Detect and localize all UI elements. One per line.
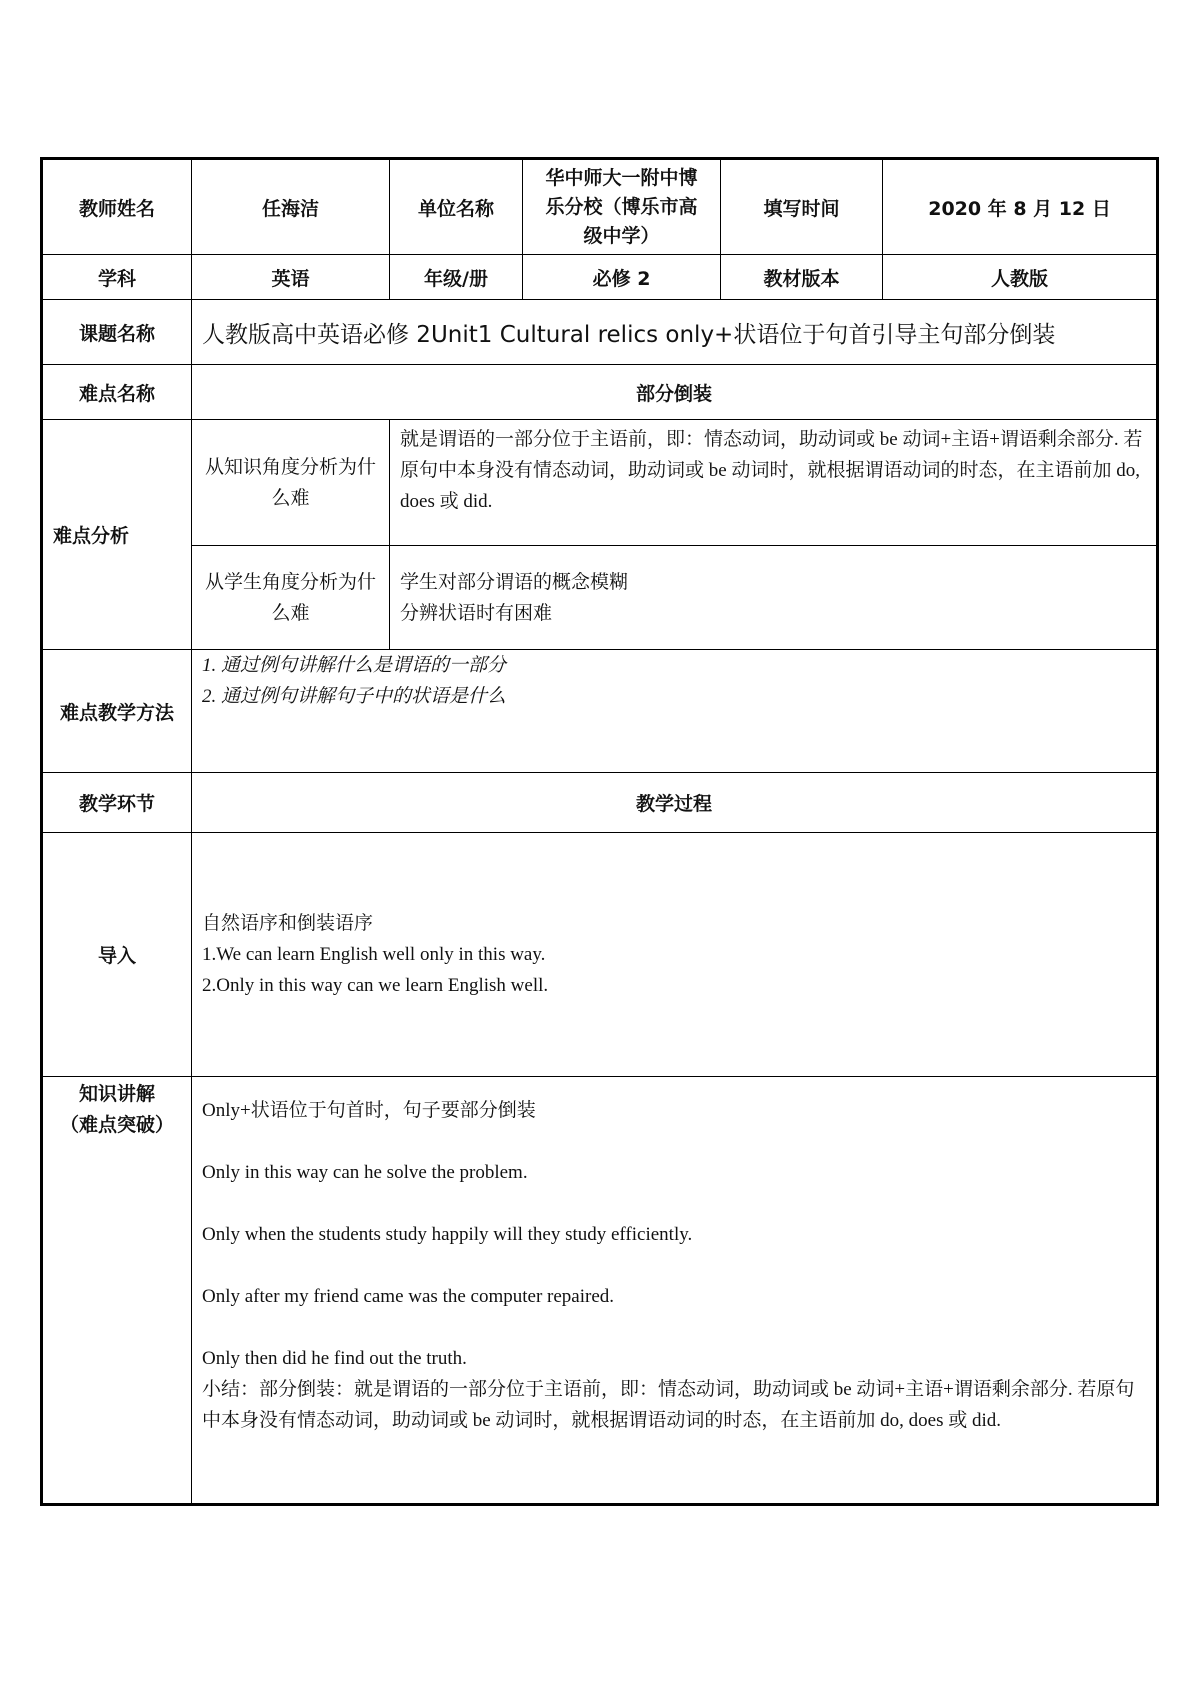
analysis-student-row [42,546,1158,650]
lesson-plan-table [40,157,1159,1506]
explain-rule: Only+状语位于句首时，句子要部分倒装 [202,1100,536,1121]
explain-label-line-2: （难点突破） [59,1114,174,1136]
intro-line-3: 2.Only in this way can we learn English well. [202,975,549,996]
explain-example-1: Only in this way can he solve the problem. [202,1162,528,1183]
analysis-knowledge-row [42,420,1158,546]
difficulty-label: 难点名称 [42,365,192,420]
intro-text [192,833,1158,1077]
student-angle-line-2: 分辨状语时有困难 [400,601,553,624]
student-angle-text [390,546,1158,650]
explain-label [42,1077,192,1505]
student-angle-label: 从学生角度分析为什么难 [192,546,390,650]
info-row-2 [42,255,1158,300]
student-angle-line-1: 学生对部分谓语的概念模糊 [400,570,629,593]
fill-time-label: 填写时间 [721,159,883,255]
method-line-2: 2. 通过例句讲解句子中的状语是什么 [202,686,507,707]
topic-row [42,300,1158,365]
intro-label: 导入 [42,833,192,1077]
intro-line-1: 自然语序和倒装语序 [202,913,374,934]
info-row-1 [42,159,1158,255]
method-label: 难点教学方法 [42,650,192,773]
explain-row [42,1077,1158,1505]
method-line-1: 1. 通过例句讲解什么是谓语的一部分 [202,655,507,676]
explain-example-2: Only when the students study happily will they study efficiently. [202,1224,693,1245]
explain-summary: 小结：部分倒装：就是谓语的一部分位于主语前，即：情态动词，助动词或 be 动词+主语+谓语剩余部分. 若原句中本身没有情态动词，助动词或 be 动词时，就根据谓语动词的时态，在主语前加 do, does 或 did. [202,1379,1135,1431]
lesson-plan-sheet [40,157,1156,1506]
edition-label: 教材版本 [721,255,883,300]
method-row [42,650,1158,773]
fill-time: 2020 年 8 月 12 日 [883,159,1158,255]
knowledge-angle-text: 就是谓语的一部分位于主语前，即：情态动词，助动词或 be 动词+主语+谓语剩余部分. 若原句中本身没有情态动词，助动词或 be 动词时，就根据谓语动词的时态，在主语前加 do, does 或 did. [390,420,1158,546]
grade-value: 必修 2 [523,255,721,300]
topic-title: 人教版高中英语必修 2Unit1 Cultural relics only+状语位于句首引导主句部分倒装 [192,300,1158,365]
process-header-row [42,773,1158,833]
intro-line-2: 1.We can learn English well only in this way. [202,944,546,965]
intro-row [42,833,1158,1077]
method-text [192,650,1158,773]
grade-label: 年级/册 [390,255,523,300]
explain-example-4: Only then did he find out the truth. [202,1348,467,1369]
process-stage-label: 教学环节 [42,773,192,833]
teacher-label: 教师姓名 [42,159,192,255]
analysis-label: 难点分析 [42,420,192,650]
unit-name: 华中师大一附中博乐分校（博乐市高级中学） [523,159,721,255]
edition-value: 人教版 [883,255,1158,300]
unit-label: 单位名称 [390,159,523,255]
topic-label: 课题名称 [42,300,192,365]
explain-label-line-1: 知识讲解 [78,1083,155,1105]
explain-example-3: Only after my friend came was the computer repaired. [202,1286,615,1307]
subject-value: 英语 [192,255,390,300]
process-title: 教学过程 [192,773,1158,833]
knowledge-angle-label: 从知识角度分析为什么难 [192,420,390,546]
difficulty-row [42,365,1158,420]
difficulty-value: 部分倒装 [192,365,1158,420]
teacher-name: 任海洁 [192,159,390,255]
subject-label: 学科 [42,255,192,300]
explain-text [192,1077,1158,1505]
